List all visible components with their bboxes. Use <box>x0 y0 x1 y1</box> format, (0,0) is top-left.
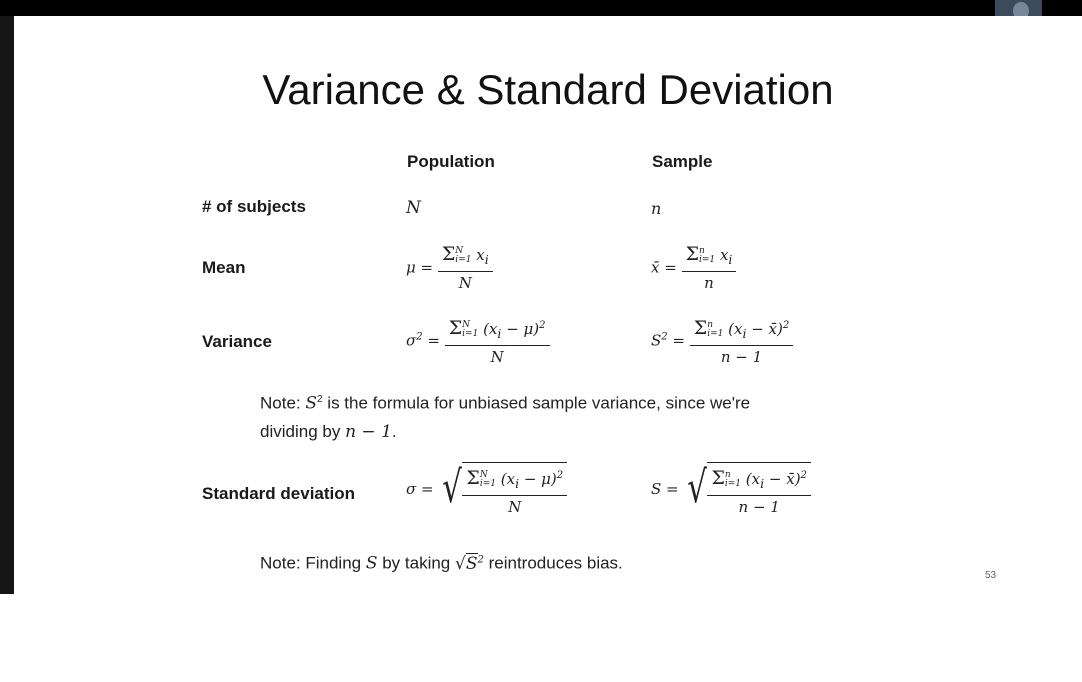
page-number: 53 <box>985 570 997 581</box>
sample-subjects: n <box>651 199 662 218</box>
population-variance-formula: $\sigma^2$ = Σ N i=1 $(x_i - \mu)^2$ N <box>406 315 550 368</box>
row-label-stddev: Standard deviation <box>202 484 356 503</box>
header-sample: Sample <box>652 152 713 171</box>
sample-mean-formula: x̄ = Σ n i=1 $x_i$ n <box>651 243 736 294</box>
top-bar <box>0 0 1082 16</box>
note-unbiased-variance: Note: $S^2$ is the formula for unbiased sample variance, since we're dividing by n − 1. <box>260 393 751 442</box>
sample-stddev-formula: S = √ Σ n i=1 ($x_i$ − x̄)$^2$ n − 1 <box>651 462 811 518</box>
row-label-variance: Variance <box>202 332 272 351</box>
header-population: Population <box>407 152 495 171</box>
note-bias: Note: Finding S by taking $√S^2$ reintroduces bias. <box>260 553 623 574</box>
left-bar <box>0 16 14 594</box>
population-stddev-formula: σ = √ Σ N i=1 $(x_i - \mu)^2$ N <box>406 462 567 518</box>
row-label-subjects: # of subjects <box>202 197 306 216</box>
population-mean-formula: μ = Σ N i=1 $x_i$ N <box>406 243 493 294</box>
sample-variance-formula: $S^2$ = Σ n i=1 ($x_i$ − x̄)$^2$ n − 1 <box>651 315 793 368</box>
slide-title: Variance & Standard Deviation <box>262 66 834 113</box>
row-label-mean: Mean <box>202 258 246 277</box>
population-subjects: N <box>406 198 421 218</box>
